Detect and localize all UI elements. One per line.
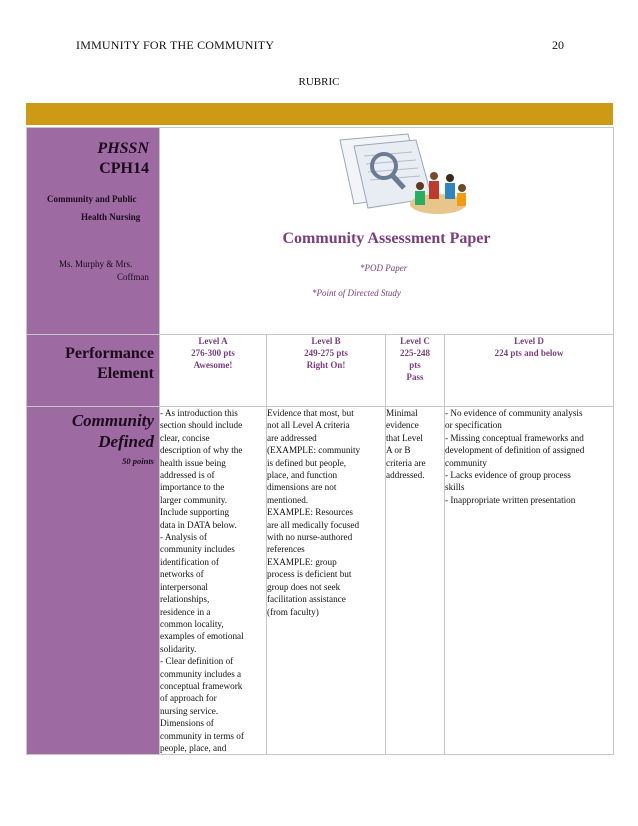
element-name-line1: Community <box>71 411 154 430</box>
level-a-name: Level A <box>198 336 228 346</box>
level-c-name: Level C <box>400 336 430 346</box>
level-d-points: 224 pts and below <box>494 348 564 358</box>
level-a-desc: Awesome! <box>193 360 233 370</box>
level-d-header <box>445 335 614 407</box>
level-b-header <box>267 335 386 407</box>
element-points: 50 points <box>122 456 154 466</box>
level-c-points: 225-248 <box>400 348 430 358</box>
rubric-table <box>26 127 614 755</box>
people-documents-clipart-icon <box>320 132 470 220</box>
assignment-subtitle-point: *Point of Directed Study <box>312 288 401 298</box>
assignment-title: Community Assessment Paper <box>282 230 491 247</box>
instructors-line2: Coffman <box>117 272 149 282</box>
page-number: 20 <box>552 38 564 52</box>
performance-header-line1: Performance <box>65 345 154 362</box>
course-code-line1: PHSSN <box>97 140 149 157</box>
community-defined-row <box>27 407 614 755</box>
level-d-criteria: - No evidence of community analysis or specification - Missing conceptual frameworks and development of definition of assigned community - Lacks evidence of group process skills - Inappropriate written presentation <box>445 407 614 755</box>
course-row <box>27 128 614 335</box>
performance-element-header <box>27 335 160 407</box>
level-d-name: Level D <box>514 336 544 346</box>
community-defined-cell <box>27 407 160 755</box>
level-header-row <box>27 335 614 407</box>
instructors-line1: Ms. Murphy & Mrs. <box>59 259 133 269</box>
level-b-criteria: Evidence that most, but not all Level A criteria are addressed (EXAMPLE: community is defined but people, place, and function dimensions are not mentioned. EXAMPLE: Resources are all medically focused with no nurse-authored references EXAMPLE: group process is deficient but group does not seek facilitation assistance (from faculty) <box>267 407 386 755</box>
level-a-header <box>160 335 267 407</box>
assignment-subtitle-pod: *POD Paper <box>360 263 408 273</box>
level-c-criteria: Minimal evidence that Level A or B criteria are addressed. <box>386 407 445 755</box>
level-c-desc: Pass <box>406 372 424 382</box>
level-a-points: 276-300 pts <box>191 348 235 358</box>
level-b-desc: Right On! <box>306 360 346 370</box>
assignment-title-cell <box>160 128 614 335</box>
element-name-line2: Defined <box>98 432 154 451</box>
rubric-label: RUBRIC <box>298 76 340 88</box>
course-info-cell <box>27 128 160 335</box>
course-name-line2: Health Nursing <box>81 212 141 222</box>
level-c-points-unit: pts <box>409 360 421 370</box>
running-header-title: IMMUNITY FOR THE COMMUNITY <box>76 38 275 52</box>
level-b-points: 249-275 pts <box>304 348 348 358</box>
gold-header-bar <box>26 103 613 125</box>
course-code-line2: CPH14 <box>99 160 149 177</box>
course-name-line1: Community and Public <box>47 194 137 204</box>
level-b-name: Level B <box>311 336 341 346</box>
level-a-criteria: - As introduction this section should include clear, concise description of why the health issue being addressed is of importance to the larger community. Include supporting data in DATA below. - Analysis of community includes identification of networks of interpersonal relationships, residence in a common locality, examples of emotional solidarity. - Clear definition of community includes a conceptual framework of approach for nursing service. Dimensions of community in terms of people, place, and <box>160 407 267 755</box>
level-c-header <box>386 335 445 407</box>
performance-header-line2: Element <box>97 365 154 382</box>
